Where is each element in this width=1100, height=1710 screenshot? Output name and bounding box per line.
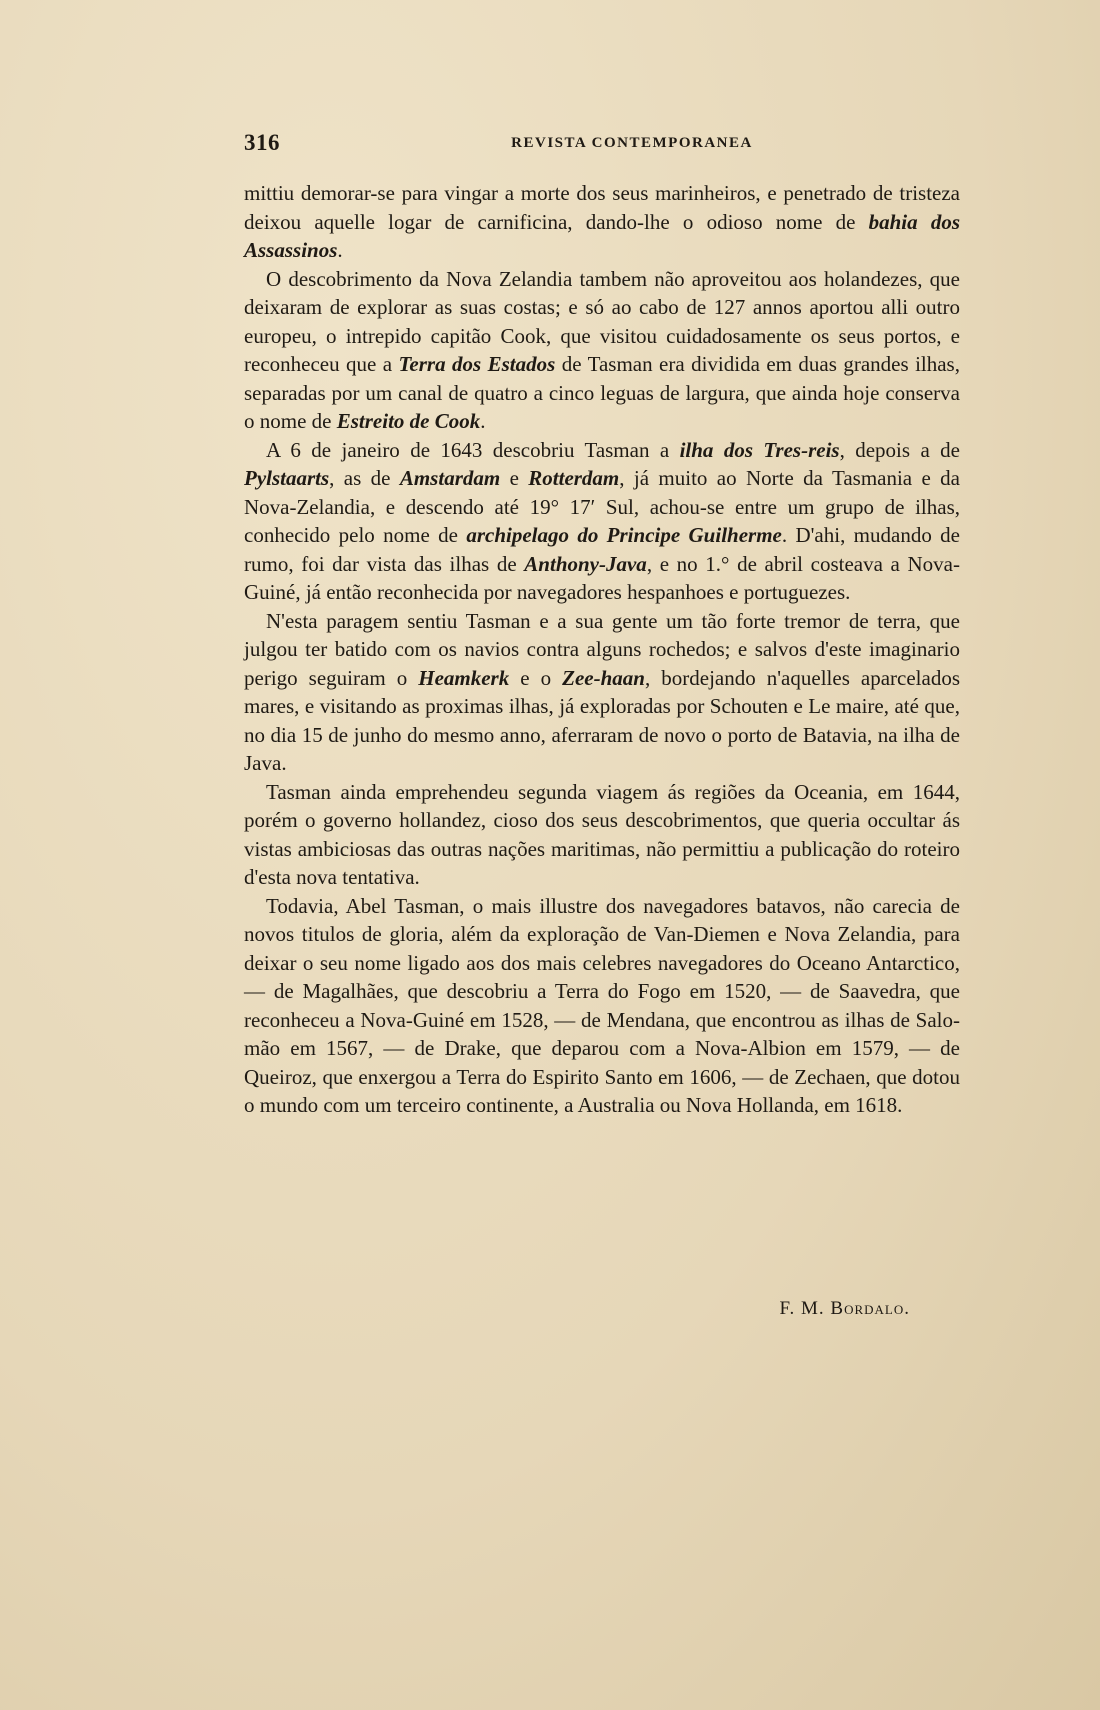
italic-term: Heamkerk xyxy=(418,665,510,690)
text-run: de Tasman era dividida em duas grandes ilhas, separadas por um canal de quatro a cinco leguas de largura, que ainda hoje conserva o nome de xyxy=(244,352,960,433)
italic-term: Anthony-Java xyxy=(524,551,647,576)
italic-term: Amstardam xyxy=(399,466,501,490)
author-surname: Bordalo. xyxy=(830,1298,910,1319)
italic-term: ilha dos Tres-reis xyxy=(679,437,840,462)
author-signature xyxy=(779,1298,910,1320)
article-body xyxy=(244,179,960,1120)
italic-term: bahia dos Assassinos xyxy=(244,209,960,262)
italic-term: Zee-haan xyxy=(562,665,645,690)
paragraph xyxy=(244,436,960,607)
text-run: Tasman ainda emprehendeu segunda viagem ás regiões da Oceania, em 1644, porém o governo hollandez, cioso dos seus descobrimentos, que queria occultar ás vistas ambiciosas das outras nações maritimas, não permittiu a publicação do roteiro d'esta nova tentativa. xyxy=(244,779,960,889)
author-initials: F. M. xyxy=(779,1298,825,1319)
italic-term: Terra dos Estados xyxy=(398,352,556,376)
text-run: . xyxy=(337,238,343,262)
text-run: e xyxy=(500,466,529,490)
paragraph xyxy=(244,265,960,436)
text-run: O descobrimento da Nova Zelandia tambem não aproveitou aos holandezes, que deixaram de explorar as suas costas; e só ao cabo de 127 annos aportou alli outro europeu, o intrepido capitão Cook, que visitou cuidadosamente os seus portos, e reconheceu que a xyxy=(244,266,960,376)
text-run: . D'ahi, mudando de rumo, foi dar vista das ilhas de xyxy=(244,523,960,576)
paragraph xyxy=(244,778,960,892)
text-run: e o xyxy=(509,665,563,690)
italic-term: archipelago do Principe Guilherme xyxy=(466,523,782,547)
text-run: , e no 1.° de abril costeava a Nova-Guiné, já então reconhecida por navegadores hespanhoes e portuguezes. xyxy=(244,551,960,604)
running-title: REVISTA CONTEMPORANEA xyxy=(511,135,753,151)
text-run: . xyxy=(480,409,486,433)
italic-term: Estreito de Cook xyxy=(336,409,481,433)
text-run: Todavia, Abel Tasman, o mais illustre dos navegadores batavos, não carecia de novos titulos de gloria, além da exploração de Van-Diemen e Nova Zelandia, para deixar o seu nome ligado aos dos mais celebres navegadores do Oceano Antarctico, — de Magalhães, que descobriu a Terra do Fogo em 1520, — de Saavedra, que reconheceu a Nova-Guiné em 1528, — de Mendana, que encontrou as ilhas de Salomão em 1567, — de Drake, que deparou com a Nova-Albion em 1579, — de Queiroz, que enxergou a Terra do Espirito Santo em 1606, — de Zechaen, que dotou o mundo com um terceiro continente, a Australia ou Nova Hollanda, em 1618. xyxy=(244,893,960,1117)
paragraph xyxy=(244,892,960,1120)
text-run: , depois a de xyxy=(839,437,960,462)
paragraph xyxy=(244,607,960,778)
italic-term: Pylstaarts xyxy=(244,466,330,490)
page-header xyxy=(244,130,960,160)
text-run: mittiu demorar-se para vingar a morte dos seus marinheiros, e penetrado de tristeza deixou aquelle logar de carnificina, dando-lhe o odioso nome de xyxy=(244,181,960,234)
italic-term: Rotterdam xyxy=(528,466,620,490)
paragraph xyxy=(244,179,960,265)
text-run: , já muito ao Norte da Tasmania e da Nova-Zelandia, e descendo até 19° 17′ Sul, achou-se entre um grupo de ilhas, conhecido pelo nome de xyxy=(244,466,960,547)
text-run: N'esta paragem sentiu Tasman e a sua gente um tão forte tremor de terra, que julgou ter batido com os navios contra alguns rochedos; e salvos d'este imaginario perigo seguiram o xyxy=(244,608,960,690)
text-run: , bordejando n'aquelles aparcelados mares, e visitando as proximas ilhas, já exploradas por Schouten e Le maire, até que, no dia 15 de junho do mesmo anno, aferraram de novo o porto de Batavia, na ilha de Java. xyxy=(244,665,960,775)
text-run: A 6 de janeiro de 1643 descobriu Tasman a xyxy=(266,437,680,462)
page-number: 316 xyxy=(244,130,280,155)
text-run: , as de xyxy=(329,466,400,490)
